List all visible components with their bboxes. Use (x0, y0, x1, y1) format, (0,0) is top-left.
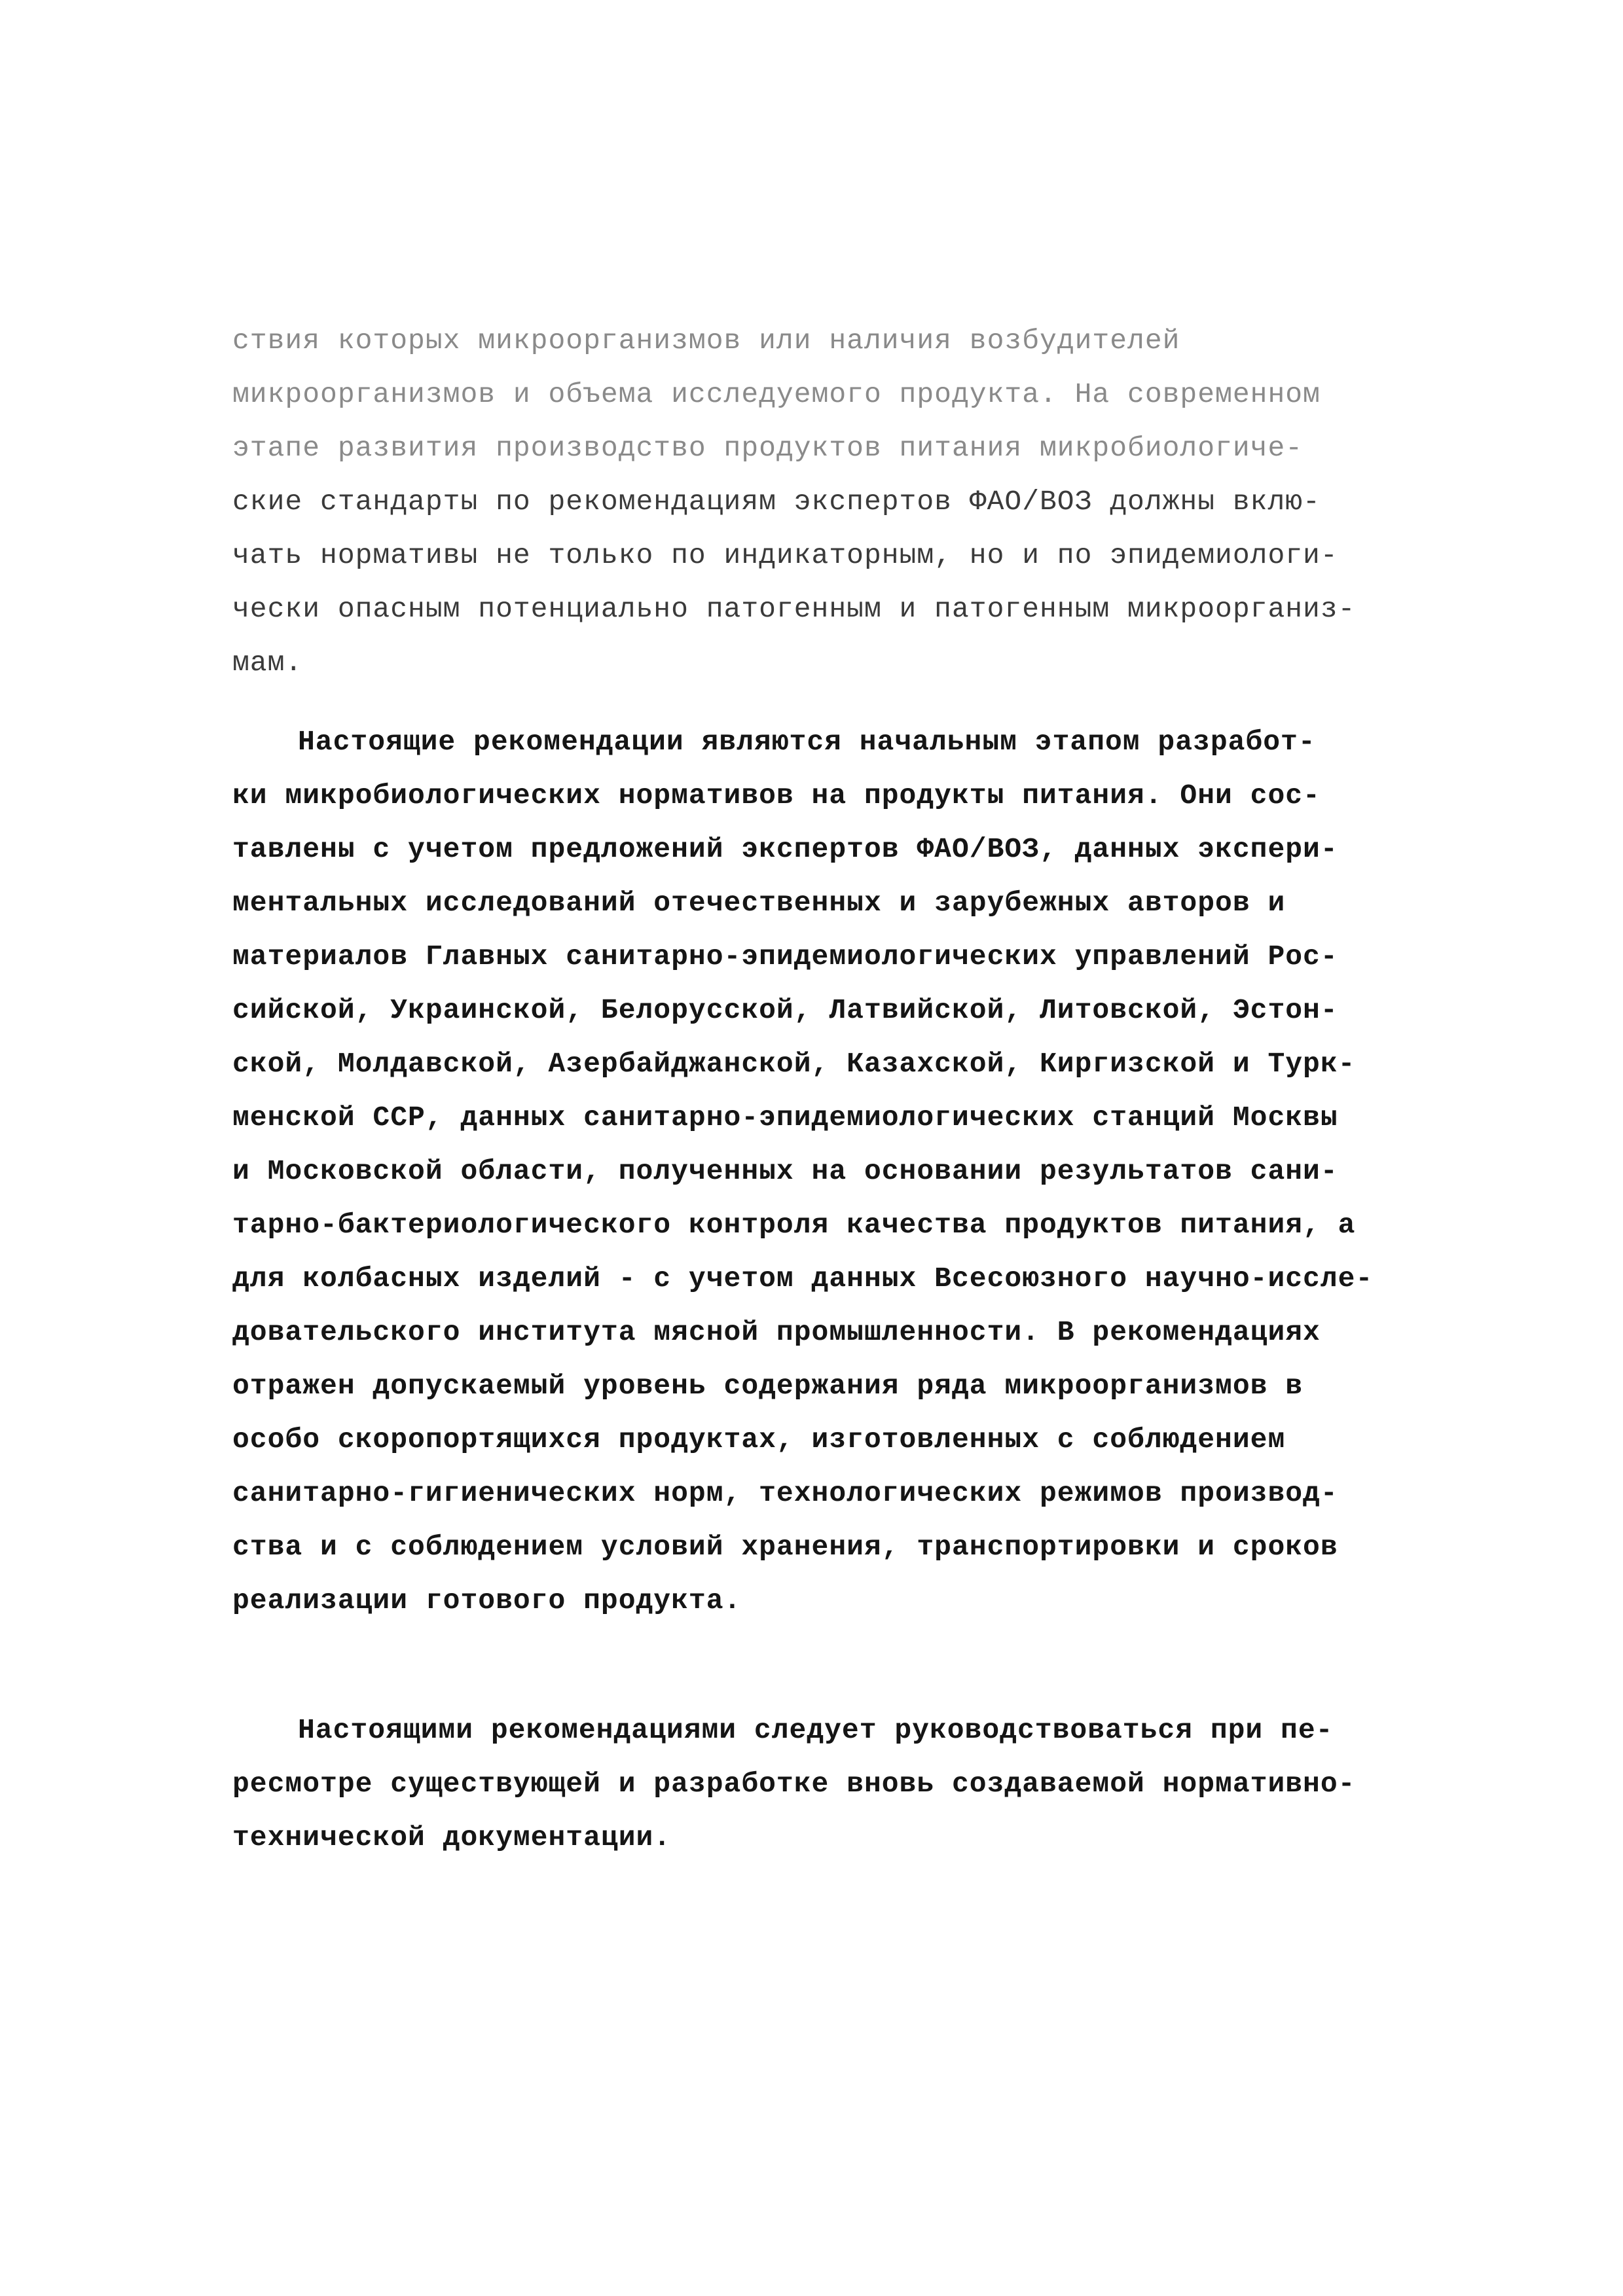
text-line: тавлены с учетом предложений экспертов ФАО/ВОЗ, данных экспери- (232, 833, 1338, 865)
text-line: менской ССР, данных санитарно-эпидемиологических станций Москвы (232, 1102, 1338, 1134)
text-line: и Московской области, полученных на основании результатов сани- (232, 1155, 1338, 1187)
text-line: материалов Главных санитарно-эпидемиологических управлений Рос- (232, 941, 1338, 973)
paragraph-microbiological-standards (232, 314, 1404, 690)
text-line: чески опасным потенциально патогенным и патогенным микроорганиз- (232, 593, 1356, 625)
text-line: ментальных исследований отечественных и зарубежных авторов и (232, 887, 1286, 919)
text-line: ства и с соблюдением условий хранения, транспортировки и сроков (232, 1531, 1338, 1563)
text-line: особо скоропортящихся продуктах, изготовленных с соблюдением (232, 1424, 1286, 1456)
text-line: микроорганизмов и объема исследуемого продукта. На современном (232, 378, 1321, 410)
text-line: чать нормативы не только по индикаторным, но и по эпидемиологи- (232, 539, 1338, 571)
text-line: довательского института мясной промышленности. В рекомендациях (232, 1316, 1321, 1348)
text-line: этапе развития производство продуктов питания микробиологиче- (232, 432, 1304, 464)
text-line: тарно-бактериологического контроля качества продуктов питания, а (232, 1209, 1356, 1241)
text-line: технической документации. (232, 1821, 672, 1854)
text-line: ствия которых микроорганизмов или наличия возбудителей (232, 325, 1180, 357)
text-line: санитарно-гигиенических норм, технологических режимов производ- (232, 1477, 1338, 1509)
text-line: Настоящими рекомендациями следует руководствоваться при пе- (298, 1714, 1334, 1746)
text-line: ресмотре существующей и разработке вновь создаваемой нормативно- (232, 1768, 1356, 1800)
text-line: отражен допускаемый уровень содержания ряда микроорганизмов в (232, 1370, 1304, 1402)
text-line: сийской, Украинской, Белорусской, Латвийской, Литовской, Эстон- (232, 994, 1338, 1026)
paragraph-recommendations-intro (232, 715, 1404, 1628)
text-line: для колбасных изделий - с учетом данных Всесоюзного научно-иссле- (232, 1263, 1374, 1295)
text-line: мам. (232, 647, 303, 679)
paragraph-usage-guidance (232, 1704, 1404, 1865)
text-line: Настоящие рекомендации являются начальным этапом разработ- (298, 726, 1316, 758)
text-line: ские стандарты по рекомендациям экспертов ФАО/ВОЗ должны вклю- (232, 486, 1321, 518)
text-line: реализации готового продукта. (232, 1585, 742, 1617)
text-line: ской, Молдавской, Азербайджанской, Казахской, Киргизской и Турк- (232, 1048, 1356, 1080)
text-line: ки микробиологических нормативов на продукты питания. Они сос- (232, 780, 1321, 812)
